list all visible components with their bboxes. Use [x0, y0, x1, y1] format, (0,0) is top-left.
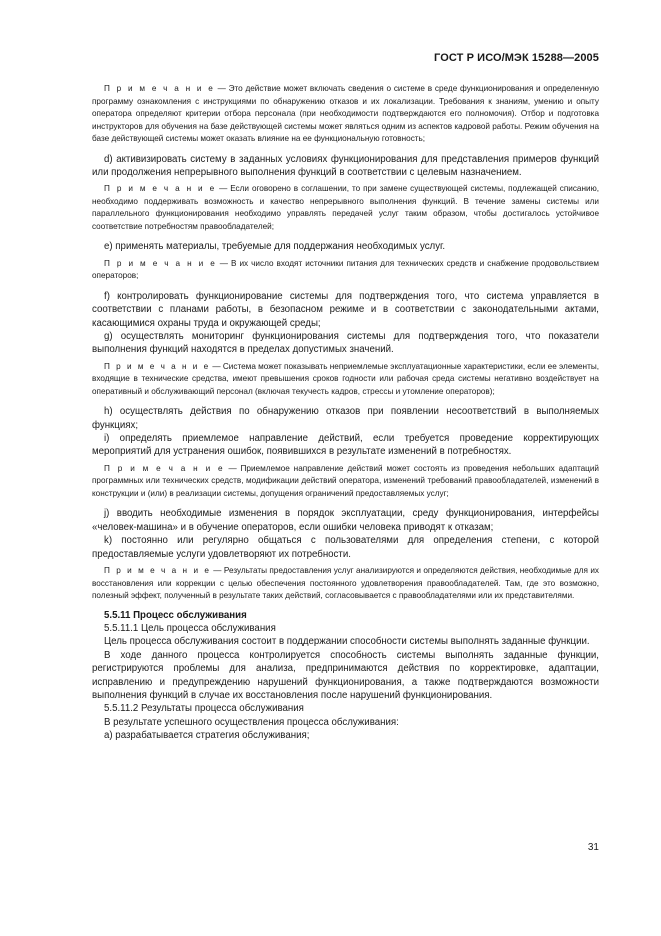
note-text: — Если оговорено в соглашении, то при замене существующей системы, подлежащей списанию, необходимо поддерживать возможность и качество непрерывного выполнения функций. В течение замены системы или параллельного функционирования необходимо управлять передачей услуг таким образом, чтобы достигалось устойчивое соответствие потребностям правообладателей; [92, 184, 599, 231]
note-label: П р и м е ч а н и е [104, 566, 211, 575]
list-item-j: j) вводить необходимые изменения в порядок эксплуатации, среду функционирования, интерфейсы «человек-машина» и в обучение операторов, если ошибки человека приводят к отказам; [92, 508, 599, 533]
note-label: П р и м е ч а н и е [104, 258, 217, 268]
body-paragraph: В ходе данного процесса контролируется способность системы выполнять заданные функции, регистрируются проблемы для анализа, предпринимаются действия по корректировке, адаптации, исправлению и предупреждению нарушений функционирования, а также подтверждаются возможности выполнения функций в случае их восстановления после нарушений функционирования. [92, 649, 599, 701]
note-paragraph [92, 565, 599, 603]
note-text: — Система может показывать неприемлемые эксплуатационные характеристики, если ее элементы, входящие в технические средства, имеют превышения сроков годности или рабочая среда системы негативно воздействует на оперативный и обслуживающий персонал (включая текучесть кадров, стрессы и утомление операторов); [92, 361, 599, 396]
note-text: — Результаты предоставления услуг анализируются и определяются действия, необходимые для их восстановления или коррекции с целью обеспечения постоянного удовлетворения правообладателей. Там, где это возможно, полезный эффект, полученный в результате таких действий, согласовывается с правообладателями или их представителями. [92, 566, 599, 600]
list-item-d: d) активизировать систему в заданных условиях функционирования для представления примеров функций или продолжения непрерывного выполнения функций в соответствии с целевым назначением. [92, 153, 599, 178]
note-text: — В их число входят источники питания для технических средств и снабжение продовольствием операторов; [92, 258, 599, 281]
list-item-g: g) осуществлять мониторинг функционирования системы для подтверждения того, что показатели выполнения функций находятся в пределах допустимых значений. [92, 330, 599, 356]
section-title: 5.5.11 Процесс обслуживания [104, 609, 247, 621]
note-label: П р и м е ч а н и е [104, 184, 217, 194]
subsection-heading: 5.5.11.1 Цель процесса обслуживания [104, 622, 276, 634]
list-item-i: i) определять приемлемое направление действий, если требуется проведение корректирующих мероприятий для устранения ошибок, появившихся в результате изменений в потребностях. [92, 433, 599, 458]
note-text: — Приемлемое направление действий может состоять из проведения небольших адаптаций программных или технических средств, модификации действий оператора, изменений требований правообладателей, изменений в конструкции и (или) в реализации системы, допущения ограничений предоставляемых услуг; [92, 463, 599, 498]
list-item-f: f) контролировать функционирование системы для подтверждения того, что система управляется в соответствии с планами работы, в безопасном режиме и в соответствии с законодательными актами, касающимися охраны труда и окружающей среды; [92, 290, 599, 329]
note-paragraph [92, 463, 599, 501]
note-paragraph [92, 183, 599, 233]
note-paragraph [92, 361, 599, 399]
note-label: П р и м е ч а н и е [104, 84, 215, 93]
note-paragraph [92, 258, 599, 283]
list-item-k: k) постоянно или регулярно общаться с пользователями для определения степени, с которой предоставляемые услуги удовлетворяют их потребности. [92, 535, 599, 560]
note-label: П р и м е ч а н и е [104, 463, 225, 473]
page-number: 31 [587, 842, 599, 853]
note-label: П р и м е ч а н и е [104, 361, 211, 371]
list-item-h: h) осуществлять действия по обнаружению отказов при появлении несоответствий в выполняемых функциях; [92, 406, 599, 431]
body-paragraph: В результате успешного осуществления процесса обслуживания: [104, 716, 399, 728]
body-paragraph: Цель процесса обслуживания состоит в поддержании способности системы выполнять заданные функции. [104, 636, 590, 648]
document-header: ГОСТ Р ИСО/МЭК 15288—2005 [434, 52, 599, 64]
note-text: — Это действие может включать сведения о системе в среде функционирования и определенную программу ознакомления с инструкциями по обнаружению отказов и их локализации. Требования к знаниям, умению и опыту оператора определяют критерии отбора персонала (при необходимости подтверждаются его полномочия). Отбор и подготовка инструкторов для обучения на базе действующей системы может являться одним из аспектов кадровой работы. Режим обучения на базе действующей системы может оказать влияние на ее функциональную готовность; [92, 84, 599, 143]
note-paragraph [92, 83, 599, 146]
list-item-a: a) разрабатывается стратегия обслуживания; [104, 730, 310, 742]
list-item-e: e) применять материалы, требуемые для поддержания необходимых услуг. [104, 241, 446, 253]
subsection-heading: 5.5.11.2 Результаты процесса обслуживания [104, 703, 304, 715]
